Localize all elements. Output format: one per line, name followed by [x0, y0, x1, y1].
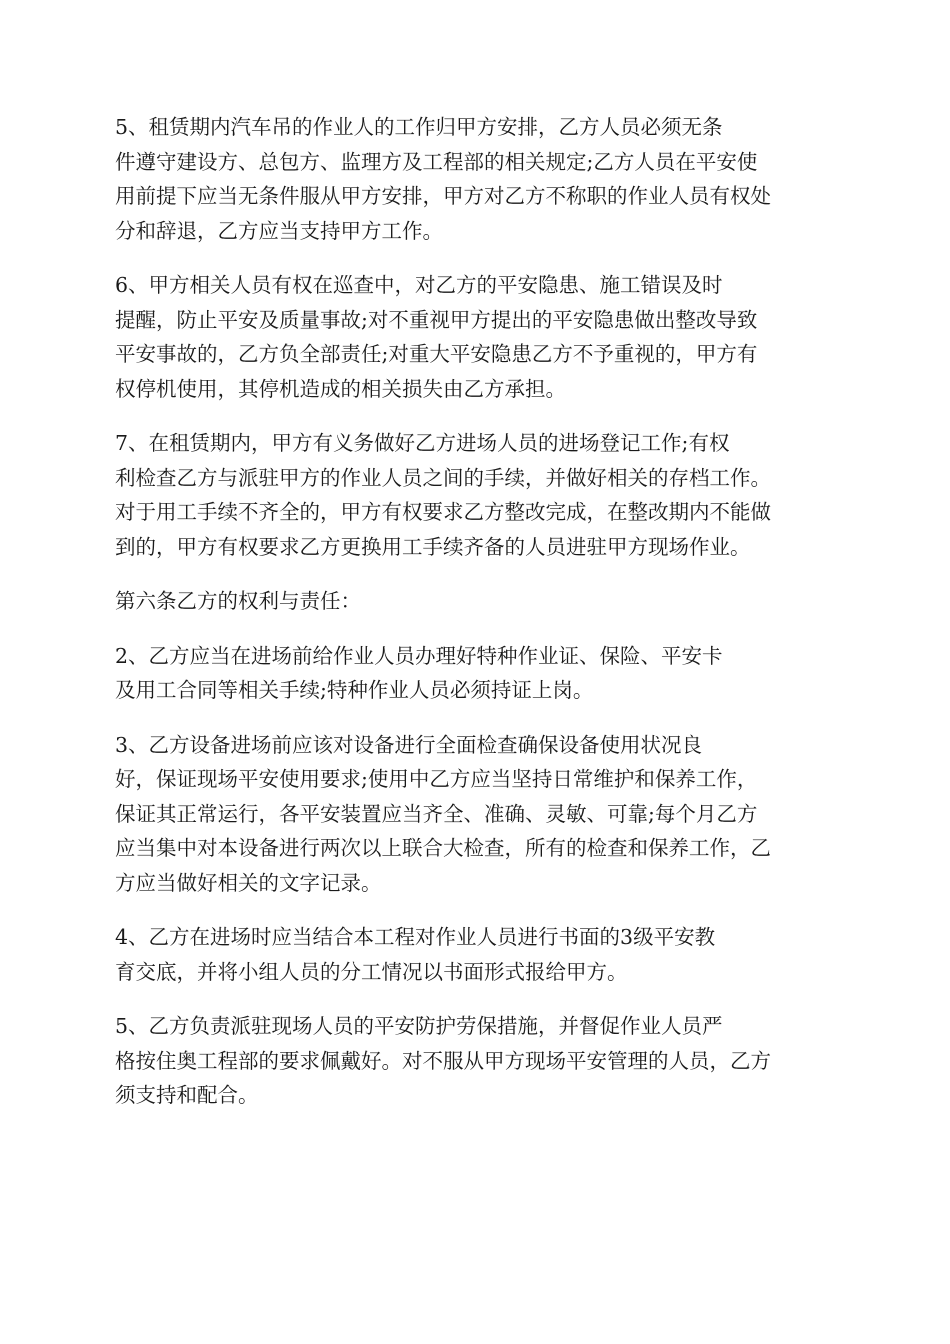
paragraph-first-line: 5、租赁期内汽车吊的作业人的工作归甲方安排，乙方人员必须无条: [115, 115, 723, 139]
paragraph: [115, 1009, 835, 1113]
paragraph-line: 利检查乙方与派驻甲方的作业人员之间的手续，并做好相关的存档工作。: [115, 465, 771, 490]
paragraph-line: 格按住奥工程部的要求佩戴好。对不服从甲方现场平安管理的人员，乙方: [115, 1048, 771, 1073]
paragraph: [115, 728, 835, 901]
paragraph: [115, 584, 835, 619]
paragraph-first-line: 2、乙方应当在进场前给作业人员办理好特种作业证、保险、平安卡: [115, 643, 723, 668]
paragraph-line: 分和辞退，乙方应当支持甲方工作。: [115, 218, 443, 243]
paragraph-line: 权停机使用，其停机造成的相关损失由乙方承担。: [115, 376, 566, 401]
paragraph: [115, 639, 835, 708]
paragraph: [115, 110, 835, 248]
paragraph-first-line: 第六条乙方的权利与责任：: [115, 589, 361, 613]
paragraph-first-line: 6、甲方相关人员有权在巡查中，对乙方的平安隐患、施工错误及时: [115, 273, 723, 297]
paragraph-first-line: 4、乙方在进场时应当结合本工程对作业人员进行书面的3级平安教: [115, 925, 716, 949]
paragraph-line: 提醒，防止平安及质量事故;对不重视甲方提出的平安隐患做出整改导致: [115, 307, 758, 332]
paragraph-line: 育交底，并将小组人员的分工情况以书面形式报给甲方。: [115, 959, 628, 984]
paragraph: [115, 268, 835, 406]
paragraph-line: 到的，甲方有权要求乙方更换用工手续齐备的人员进驻甲方现场作业。: [115, 534, 751, 559]
paragraph-line: 对于用工手续不齐全的，甲方有权要求乙方整改完成，在整改期内不能做: [115, 500, 771, 524]
paragraph-line: 须支持和配合。: [115, 1083, 259, 1107]
paragraph-line: 应当集中对本设备进行两次以上联合大检查，所有的检查和保养工作，乙: [115, 836, 771, 860]
paragraph-line: 及用工合同等相关手续;特种作业人员必须持证上岗。: [115, 678, 594, 702]
paragraph-line: 用前提下应当无条件服从甲方安排，甲方对乙方不称职的作业人员有权处: [115, 184, 771, 208]
paragraph-first-line: 7、在租赁期内，甲方有义务做好乙方进场人员的进场登记工作;有权: [115, 431, 730, 455]
paragraph-first-line: 5、乙方负责派驻现场人员的平安防护劳保措施，并督促作业人员严: [115, 1014, 723, 1038]
paragraph-line: 好，保证现场平安使用要求;使用中乙方应当坚持日常维护和保养工作，: [115, 767, 758, 791]
paragraph: [115, 426, 835, 564]
paragraph-line: 平安事故的，乙方负全部责任;对重大平安隐患乙方不予重视的，甲方有: [115, 342, 758, 366]
document-body: [115, 110, 835, 1133]
paragraph-first-line: 3、乙方设备进场前应该对设备进行全面检查确保设备使用状况良: [115, 732, 703, 757]
paragraph-line: 保证其正常运行，各平安装置应当齐全、准确、灵敏、可靠;每个月乙方: [115, 801, 758, 826]
paragraph-line: 件遵守建设方、总包方、监理方及工程部的相关规定;乙方人员在平安使: [115, 149, 758, 174]
paragraph-line: 方应当做好相关的文字记录。: [115, 870, 382, 895]
paragraph: [115, 920, 835, 989]
